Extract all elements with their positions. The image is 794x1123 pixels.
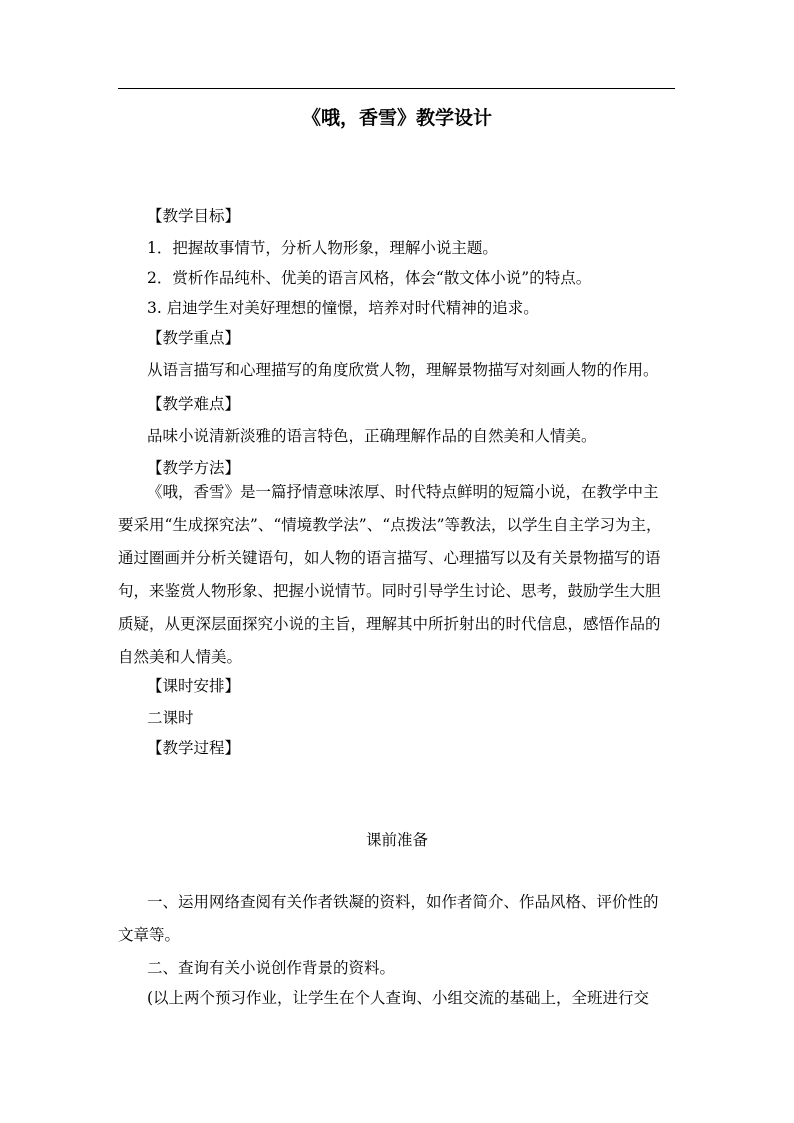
schedule-heading: 【课时安排】 — [147, 677, 241, 695]
objectives-heading: 【教学目标】 — [147, 207, 241, 225]
header-rule — [118, 88, 675, 89]
prep-item-2: 二、查询有关小说创作背景的资料。 — [147, 959, 396, 977]
methods-heading: 【教学方法】 — [147, 459, 241, 477]
prep-heading: 课前准备 — [365, 831, 428, 849]
paragraph-line: 质疑，从更深层面探究小说的主旨，理解其中所折射出的时代信息，感悟作品的 — [118, 615, 661, 633]
methods-paragraph — [118, 476, 675, 674]
key-points-text: 从语言描写和心理描写的角度欣赏人物，理解景物描写对刻画人物的作用。 — [147, 361, 659, 379]
objective-item: 2．赏析作品纯朴、优美的语言风格，体会“散文体小说”的特点。 — [147, 269, 592, 287]
paragraph-line: 要采用“生成探究法”、“情境教学法”、“点拨法”等教法，以学生自主学习为主， — [118, 516, 662, 534]
paragraph-line: 自然美和人情美。 — [118, 648, 243, 666]
paragraph-line: 文章等。 — [118, 926, 181, 944]
paragraph-line: 通过圈画并分析关键语句，如人物的语言描写、心理描写以及有关景物描写的语 — [118, 549, 661, 567]
process-heading: 【教学过程】 — [147, 739, 241, 757]
paragraph-line: 一、运用网络查阅有关作者铁凝的资料，如作者简介、作品风格、评价性的 — [147, 893, 659, 911]
schedule-text: 二课时 — [147, 709, 194, 727]
key-points-heading: 【教学重点】 — [147, 329, 241, 347]
document-title: 《哦，香雪》教学设计 — [301, 107, 492, 129]
objective-item: 1．把握故事情节，分析人物形象，理解小说主题。 — [147, 239, 498, 257]
difficulties-heading: 【教学难点】 — [147, 395, 241, 413]
difficulties-text: 品味小说清新淡雅的语言特色，正确理解作品的自然美和人情美。 — [147, 427, 597, 445]
paragraph-line: 句，来鉴赏人物形象、把握小说情节。同时引导学生讨论、思考，鼓励学生大胆 — [118, 582, 661, 600]
paragraph-line: 《哦，香雪》是一篇抒情意味浓厚、时代特点鲜明的短篇小说，在教学中主 — [147, 483, 659, 501]
prep-item-1 — [118, 886, 675, 952]
prep-item-3: (以上两个预习作业，让学生在个人查询、小组交流的基础上，全班进行交 — [147, 989, 650, 1007]
objective-item: 3. 启迪学生对美好理想的憧憬，培养对时代精神的追求。 — [147, 299, 539, 317]
